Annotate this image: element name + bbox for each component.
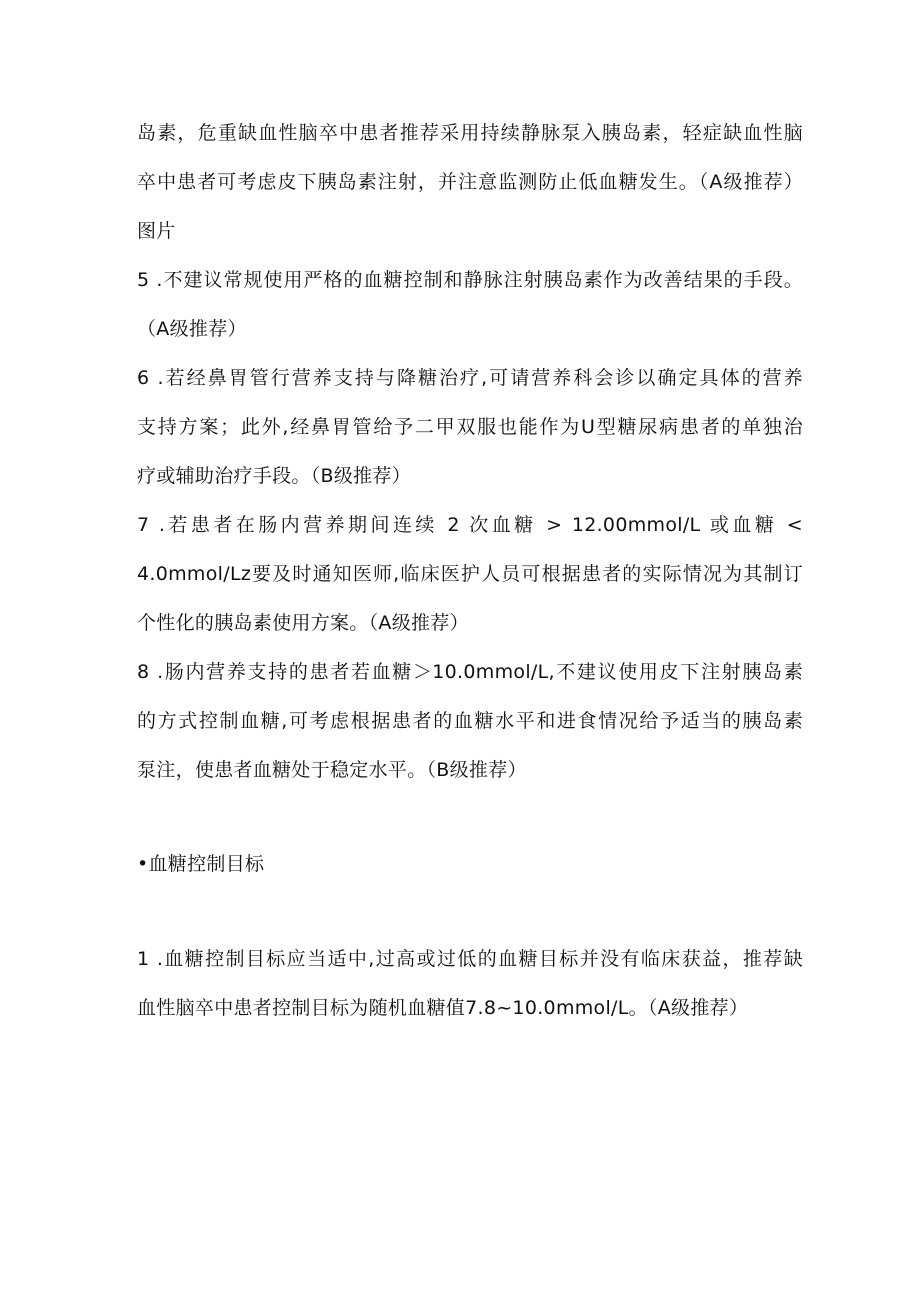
- image-placeholder-label: 图片: [137, 220, 176, 242]
- paragraph-line: 1 .血糖控制目标应当适中,过高或过低的血糖目标并没有临床获益，推荐缺: [137, 948, 803, 970]
- paragraph-line: 卒中患者可考虑皮下胰岛素注射，并注意监测防止低血糖发生。（A级推荐）: [137, 171, 803, 193]
- paragraph-line: 8 .肠内营养支持的患者若血糖＞10.0mmol/L,不建议使用皮下注射胰岛素: [137, 661, 803, 683]
- paragraph-line: 支持方案；此外,经鼻胃管给予二甲双服也能作为U型糖尿病患者的单独治: [137, 416, 803, 438]
- paragraph-line: 泵注，使患者血糖处于稳定水平。（B级推荐）: [137, 759, 527, 781]
- section-heading: •血糖控制目标: [137, 853, 265, 875]
- paragraph-line: 个性化的胰岛素使用方案。（A级推荐）: [137, 612, 469, 634]
- paragraph-line: 疗或辅助治疗手段。（B级推荐）: [137, 465, 412, 487]
- paragraph-line: 5 .不建议常规使用严格的血糖控制和静脉注射胰岛素作为改善结果的手段。: [137, 269, 803, 291]
- paragraph-line: 的方式控制血糖,可考虑根据患者的血糖水平和进食情况给予适当的胰岛素: [137, 710, 803, 732]
- paragraph-line: 4.0mmol/Lz要及时通知医师,临床医护人员可根据患者的实际情况为其制订: [137, 563, 803, 585]
- paragraph-line: 岛素，危重缺血性脑卒中患者推荐采用持续静脉泵入胰岛素，轻症缺血性脑: [137, 122, 803, 144]
- paragraph-line: 血性脑卒中患者控制目标为随机血糖值7.8~10.0mmol/L。（A级推荐）: [137, 997, 749, 1019]
- paragraph-line: 7 .若患者在肠内营养期间连续 2 次血糖 > 12.00mmol/L 或血糖 <: [137, 514, 803, 536]
- paragraph-line: 6 .若经鼻胃管行营养支持与降糖治疗,可请营养科会诊以确定具体的营养: [137, 367, 803, 389]
- paragraph-line: （A级推荐）: [137, 318, 247, 340]
